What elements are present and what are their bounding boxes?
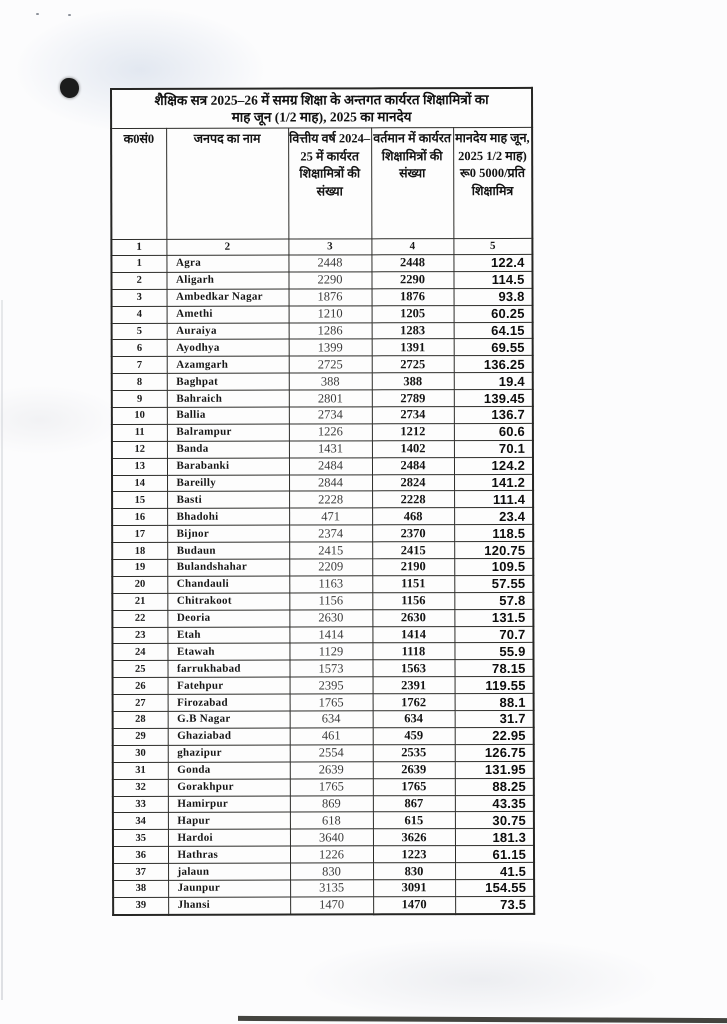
honorarium-document bbox=[110, 87, 533, 916]
cell-serial-no: 32 bbox=[113, 779, 168, 796]
cell-fy-count: 869 bbox=[290, 795, 373, 812]
cell-fy-count: 3640 bbox=[290, 829, 373, 846]
cell-honorarium: 154.55 bbox=[455, 879, 534, 896]
cell-fy-count: 1286 bbox=[289, 322, 372, 339]
cell-fy-count: 2448 bbox=[288, 255, 371, 272]
cell-fy-count: 1156 bbox=[289, 593, 372, 610]
header-district-name: जनपद का नाम bbox=[166, 128, 288, 239]
cell-serial-no: 19 bbox=[112, 559, 167, 576]
cell-fy-count: 1414 bbox=[289, 626, 372, 643]
cell-district-name: Ayodhya bbox=[167, 339, 289, 356]
cell-current-count: 468 bbox=[372, 508, 454, 525]
cell-fy-count: 461 bbox=[290, 728, 373, 745]
header-current-count: वर्तमान में कार्यरत शिक्षामित्रों की संख्या bbox=[371, 128, 453, 239]
cell-serial-no: 30 bbox=[113, 745, 168, 762]
cell-fy-count: 2228 bbox=[289, 491, 372, 508]
cell-district-name: Auraiya bbox=[167, 323, 289, 340]
cell-district-name: Basti bbox=[167, 492, 289, 509]
cell-fy-count: 634 bbox=[290, 711, 373, 728]
cell-district-name: Firozabad bbox=[168, 694, 290, 711]
cell-fy-count: 1399 bbox=[289, 339, 372, 356]
table-row bbox=[111, 271, 532, 289]
cell-honorarium: 111.4 bbox=[454, 491, 533, 508]
cell-current-count: 1118 bbox=[372, 643, 454, 660]
cell-serial-no: 20 bbox=[112, 576, 167, 593]
cell-fy-count: 1470 bbox=[290, 897, 373, 915]
cell-fy-count: 2484 bbox=[289, 458, 372, 475]
table-row bbox=[112, 288, 533, 306]
cell-serial-no: 4 bbox=[112, 306, 167, 323]
cell-honorarium: 93.8 bbox=[454, 288, 533, 305]
cell-honorarium: 19.4 bbox=[454, 373, 533, 390]
cell-current-count: 1765 bbox=[373, 778, 455, 795]
column-number: 2 bbox=[166, 239, 288, 255]
cell-serial-no: 3 bbox=[112, 289, 167, 306]
cell-district-name: Hardoi bbox=[168, 829, 290, 846]
cell-current-count: 1391 bbox=[372, 339, 454, 356]
cell-current-count: 2789 bbox=[372, 390, 454, 407]
table-row bbox=[113, 795, 534, 813]
cell-district-name: Barabanki bbox=[167, 458, 289, 475]
cell-honorarium: 73.5 bbox=[455, 896, 534, 914]
cell-district-name: Bhadohi bbox=[167, 508, 289, 525]
cell-current-count: 1205 bbox=[372, 305, 454, 322]
cell-current-count: 2415 bbox=[372, 542, 454, 559]
cell-fy-count: 2844 bbox=[289, 474, 372, 491]
cell-serial-no: 15 bbox=[112, 492, 167, 509]
cell-honorarium: 131.95 bbox=[455, 761, 534, 778]
cell-serial-no: 22 bbox=[112, 610, 167, 627]
cell-serial-no: 36 bbox=[113, 847, 168, 864]
table-row bbox=[112, 508, 533, 526]
cell-honorarium: 61.15 bbox=[455, 846, 534, 863]
cell-honorarium: 64.15 bbox=[454, 322, 533, 339]
cell-honorarium: 60.6 bbox=[454, 423, 533, 440]
table-row bbox=[112, 592, 533, 610]
cell-honorarium: 118.5 bbox=[454, 525, 533, 542]
cell-current-count: 2370 bbox=[372, 525, 454, 542]
cell-fy-count: 1876 bbox=[289, 289, 372, 306]
header-row bbox=[111, 127, 532, 239]
cell-fy-count: 2639 bbox=[290, 762, 373, 779]
header-serial-no: क0सं0 bbox=[111, 128, 166, 239]
table-row bbox=[112, 626, 533, 644]
cell-district-name: Agra bbox=[166, 255, 288, 272]
cell-honorarium: 126.75 bbox=[455, 744, 534, 761]
cell-fy-count: 388 bbox=[289, 373, 372, 390]
cell-district-name: jalaun bbox=[168, 863, 290, 880]
cell-fy-count: 1226 bbox=[289, 424, 372, 441]
cell-honorarium: 114.5 bbox=[453, 271, 532, 288]
cell-fy-count: 471 bbox=[289, 508, 372, 525]
table-row bbox=[112, 609, 533, 627]
cell-fy-count: 1573 bbox=[289, 660, 372, 677]
cell-district-name: Gorakhpur bbox=[168, 779, 290, 796]
cell-current-count: 2630 bbox=[372, 609, 454, 626]
cell-current-count: 1223 bbox=[373, 846, 455, 863]
table-row bbox=[112, 390, 533, 408]
cell-fy-count: 2630 bbox=[289, 610, 372, 627]
cell-honorarium: 124.2 bbox=[454, 457, 533, 474]
cell-fy-count: 1226 bbox=[290, 846, 373, 863]
cell-district-name: Bijnor bbox=[167, 525, 289, 542]
table-row bbox=[112, 660, 533, 678]
cell-current-count: 1876 bbox=[372, 288, 454, 305]
cell-serial-no: 37 bbox=[113, 863, 168, 880]
table-row bbox=[112, 525, 533, 543]
cell-current-count: 2639 bbox=[373, 761, 455, 778]
cell-fy-count: 2395 bbox=[290, 677, 373, 694]
cell-district-name: Chitrakoot bbox=[167, 593, 289, 610]
cell-honorarium: 43.35 bbox=[455, 795, 534, 812]
cell-serial-no: 24 bbox=[112, 644, 167, 661]
cell-honorarium: 88.1 bbox=[455, 694, 534, 711]
cell-honorarium: 23.4 bbox=[454, 508, 533, 525]
cell-current-count: 1283 bbox=[372, 322, 454, 339]
column-number-row bbox=[111, 238, 532, 255]
cell-serial-no: 6 bbox=[112, 340, 167, 357]
table-row bbox=[112, 406, 533, 424]
table-row bbox=[113, 710, 534, 728]
cell-current-count: 634 bbox=[373, 711, 455, 728]
cell-district-name: farrukhabad bbox=[167, 660, 289, 677]
cell-district-name: Hamirpur bbox=[168, 796, 290, 813]
cell-fy-count: 2374 bbox=[289, 525, 372, 542]
cell-serial-no: 23 bbox=[112, 627, 167, 644]
cell-serial-no: 31 bbox=[113, 762, 168, 779]
cell-serial-no: 12 bbox=[112, 441, 167, 458]
table-row bbox=[112, 305, 533, 323]
cell-serial-no: 28 bbox=[113, 711, 168, 728]
cell-fy-count: 1129 bbox=[289, 643, 372, 660]
cell-serial-no: 7 bbox=[112, 357, 167, 374]
cell-fy-count: 2734 bbox=[289, 407, 372, 424]
cell-fy-count: 1431 bbox=[289, 441, 372, 458]
cell-current-count: 1402 bbox=[372, 440, 454, 457]
cell-current-count: 2535 bbox=[373, 744, 455, 761]
cell-current-count: 459 bbox=[373, 728, 455, 745]
cell-serial-no: 9 bbox=[112, 390, 167, 407]
cell-current-count: 388 bbox=[372, 373, 454, 390]
table-row bbox=[113, 694, 534, 712]
table-row bbox=[112, 356, 533, 374]
cell-district-name: Jaunpur bbox=[168, 880, 290, 897]
cell-fy-count: 2725 bbox=[289, 356, 372, 373]
cell-honorarium: 69.55 bbox=[454, 339, 533, 356]
cell-honorarium: 181.3 bbox=[455, 829, 534, 846]
cell-district-name: Baghpat bbox=[167, 373, 289, 390]
cell-current-count: 2448 bbox=[371, 255, 453, 272]
table-row bbox=[113, 677, 534, 695]
table-row bbox=[113, 862, 534, 880]
cell-serial-no: 5 bbox=[112, 323, 167, 340]
cell-serial-no: 11 bbox=[112, 424, 167, 441]
cell-serial-no: 38 bbox=[113, 880, 168, 897]
cell-honorarium: 70.7 bbox=[454, 626, 533, 643]
table-row bbox=[112, 558, 533, 576]
cell-current-count: 2734 bbox=[372, 407, 454, 424]
cell-district-name: Jhansi bbox=[168, 897, 290, 915]
cell-district-name: Gonda bbox=[168, 762, 290, 779]
cell-district-name: Deoria bbox=[167, 610, 289, 627]
title-line-2: माह जून (1/2 माह), 2025 का मानदेय bbox=[231, 109, 412, 125]
cell-serial-no: 21 bbox=[112, 593, 167, 610]
cell-serial-no: 8 bbox=[112, 374, 167, 391]
table-row bbox=[113, 778, 534, 796]
cell-honorarium: 139.45 bbox=[454, 390, 533, 407]
cell-district-name: Aligarh bbox=[166, 272, 288, 289]
cell-honorarium: 57.55 bbox=[454, 575, 533, 592]
cell-district-name: Bahraich bbox=[167, 390, 289, 407]
cell-current-count: 3091 bbox=[373, 880, 455, 897]
table-row bbox=[112, 322, 533, 340]
column-number: 3 bbox=[288, 239, 371, 255]
cell-honorarium: 136.7 bbox=[454, 406, 533, 423]
cell-district-name: Chandauli bbox=[167, 576, 289, 593]
table-row bbox=[112, 643, 533, 661]
cell-fy-count: 2415 bbox=[289, 542, 372, 559]
cell-honorarium: 88.25 bbox=[455, 778, 534, 795]
table-row bbox=[111, 254, 532, 272]
cell-current-count: 1762 bbox=[373, 694, 455, 711]
cell-serial-no: 34 bbox=[113, 813, 168, 830]
cell-serial-no: 18 bbox=[112, 542, 167, 559]
table-row bbox=[113, 879, 534, 897]
cell-serial-no: 2 bbox=[111, 272, 166, 289]
cell-district-name: Banda bbox=[167, 441, 289, 458]
honorarium-table bbox=[110, 87, 535, 916]
cell-current-count: 1414 bbox=[372, 626, 454, 643]
cell-honorarium: 55.9 bbox=[454, 643, 533, 660]
cell-current-count: 1470 bbox=[373, 896, 455, 914]
table-row bbox=[113, 761, 534, 779]
cell-serial-no: 39 bbox=[113, 897, 168, 915]
table-row bbox=[112, 575, 533, 593]
cell-honorarium: 119.55 bbox=[455, 677, 534, 694]
table-row bbox=[112, 423, 533, 441]
cell-district-name: Budaun bbox=[167, 542, 289, 559]
title-row bbox=[111, 88, 532, 129]
table-row bbox=[113, 744, 534, 762]
cell-current-count: 2725 bbox=[372, 356, 454, 373]
table-row bbox=[113, 727, 534, 745]
cell-serial-no: 27 bbox=[113, 695, 168, 712]
cell-serial-no: 17 bbox=[112, 526, 167, 543]
cell-serial-no: 13 bbox=[112, 458, 167, 475]
cell-fy-count: 1163 bbox=[289, 576, 372, 593]
cell-fy-count: 3135 bbox=[290, 880, 373, 897]
cell-honorarium: 136.25 bbox=[454, 356, 533, 373]
cell-current-count: 1151 bbox=[372, 576, 454, 593]
table-row bbox=[112, 491, 533, 509]
header-honorarium-june-2025: मानदेय माह जून, 2025 1/2 माह) रू0 5000/प्रति शिक्षामित्र bbox=[453, 127, 532, 238]
table-row bbox=[112, 440, 533, 458]
cell-fy-count: 1210 bbox=[289, 305, 372, 322]
cell-honorarium: 131.5 bbox=[454, 609, 533, 626]
cell-fy-count: 2554 bbox=[290, 745, 373, 762]
cell-district-name: Ghaziabad bbox=[168, 728, 290, 745]
cell-district-name: Etah bbox=[167, 627, 289, 644]
cell-current-count: 2484 bbox=[372, 457, 454, 474]
cell-honorarium: 70.1 bbox=[454, 440, 533, 457]
cell-honorarium: 109.5 bbox=[454, 558, 533, 575]
cell-district-name: G.B Nagar bbox=[168, 711, 290, 728]
cell-serial-no: 26 bbox=[113, 678, 168, 695]
table-row bbox=[113, 829, 534, 847]
table-row bbox=[112, 457, 533, 475]
cell-serial-no: 35 bbox=[113, 830, 168, 847]
cell-fy-count: 1765 bbox=[290, 778, 373, 795]
header-fy-2024-25-count: वित्तीय वर्ष 2024–25 में कार्यरत शिक्षामित्रों की संख्या bbox=[288, 128, 371, 239]
cell-district-name: Azamgarh bbox=[167, 356, 289, 373]
cell-serial-no: 25 bbox=[112, 661, 167, 678]
cell-honorarium: 31.7 bbox=[455, 710, 534, 727]
cell-district-name: Hapur bbox=[168, 812, 290, 829]
cell-district-name: ghazipur bbox=[168, 745, 290, 762]
cell-honorarium: 120.75 bbox=[454, 542, 533, 559]
column-number: 1 bbox=[111, 239, 166, 255]
cell-fy-count: 1765 bbox=[290, 694, 373, 711]
cell-fy-count: 830 bbox=[290, 863, 373, 880]
column-number: 4 bbox=[371, 239, 453, 255]
cell-serial-no: 10 bbox=[112, 407, 167, 424]
column-number: 5 bbox=[453, 238, 532, 254]
cell-current-count: 2391 bbox=[373, 677, 455, 694]
cell-current-count: 615 bbox=[373, 812, 455, 829]
cell-fy-count: 2290 bbox=[288, 272, 371, 289]
cell-serial-no: 33 bbox=[113, 796, 168, 813]
table-row bbox=[112, 474, 533, 492]
cell-district-name: Hathras bbox=[168, 846, 290, 863]
cell-honorarium: 122.4 bbox=[453, 254, 532, 271]
cell-serial-no: 1 bbox=[111, 255, 166, 272]
cell-current-count: 2228 bbox=[372, 491, 454, 508]
cell-honorarium: 41.5 bbox=[455, 862, 534, 879]
cell-current-count: 1156 bbox=[372, 592, 454, 609]
table-row bbox=[112, 339, 533, 357]
cell-fy-count: 618 bbox=[290, 812, 373, 829]
cell-honorarium: 141.2 bbox=[454, 474, 533, 491]
cell-honorarium: 60.25 bbox=[454, 305, 533, 322]
cell-current-count: 830 bbox=[373, 863, 455, 880]
table-row bbox=[112, 542, 533, 560]
scan-edge-left bbox=[1, 300, 3, 1000]
cell-fy-count: 2209 bbox=[289, 559, 372, 576]
punch-hole-mark bbox=[60, 78, 79, 98]
table-body bbox=[111, 254, 534, 914]
cell-current-count: 1212 bbox=[372, 424, 454, 441]
cell-honorarium: 57.8 bbox=[454, 592, 533, 609]
document-title bbox=[111, 88, 532, 129]
cell-district-name: Ballia bbox=[167, 407, 289, 424]
scan-speck bbox=[36, 13, 39, 15]
cell-current-count: 1563 bbox=[372, 660, 454, 677]
table-row bbox=[112, 373, 533, 391]
cell-honorarium: 78.15 bbox=[454, 660, 533, 677]
cell-current-count: 3626 bbox=[373, 829, 455, 846]
cell-district-name: Amethi bbox=[167, 306, 289, 323]
table-row bbox=[113, 812, 534, 830]
cell-current-count: 2824 bbox=[372, 474, 454, 491]
cell-district-name: Bulandshahar bbox=[167, 559, 289, 576]
cell-district-name: Bareilly bbox=[167, 475, 289, 492]
cell-district-name: Balrampur bbox=[167, 424, 289, 441]
table-row bbox=[113, 846, 534, 864]
cell-serial-no: 14 bbox=[112, 475, 167, 492]
cell-current-count: 2190 bbox=[372, 559, 454, 576]
title-line-1: शैक्षिक सत्र 2025–26 में समग्र शिक्षा के अन्तगत कार्यरत शिक्षामित्रों का bbox=[154, 92, 489, 108]
cell-fy-count: 2801 bbox=[289, 390, 372, 407]
cell-serial-no: 16 bbox=[112, 509, 167, 526]
cell-district-name: Ambedkar Nagar bbox=[167, 289, 289, 306]
cell-district-name: Etawah bbox=[167, 644, 289, 661]
cell-honorarium: 30.75 bbox=[455, 812, 534, 829]
cell-current-count: 2290 bbox=[371, 271, 453, 288]
cell-honorarium: 22.95 bbox=[455, 727, 534, 744]
table-row bbox=[113, 896, 534, 914]
scan-speck bbox=[68, 14, 71, 16]
cell-district-name: Fatehpur bbox=[168, 677, 290, 694]
cell-serial-no: 29 bbox=[113, 728, 168, 745]
cell-current-count: 867 bbox=[373, 795, 455, 812]
